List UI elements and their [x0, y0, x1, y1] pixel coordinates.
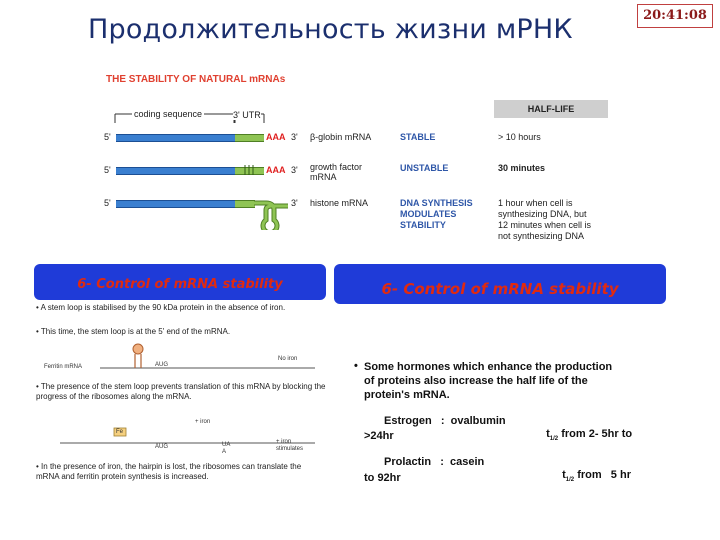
right-banner: 6- Control of mRNA stability	[334, 264, 666, 304]
gene-name: β-globin mRNA	[310, 132, 372, 142]
bullet-icon: •	[354, 360, 358, 372]
bullet-icon: •	[36, 382, 39, 391]
prolactin-end-value: to 92hr	[364, 472, 401, 484]
prolactin-range: from 5 hr	[574, 469, 631, 481]
half-life-value: 30 minutes	[498, 163, 546, 173]
three-prime-label: 3'	[291, 165, 298, 175]
estrogen-range: from 2- 5hr to	[558, 428, 633, 440]
three-prime-label: 3'	[291, 132, 298, 142]
polya-tail: AAA	[266, 132, 286, 142]
page-title: Продолжительность жизни мРНК	[88, 14, 573, 45]
ferritin-label: Ferritin mRNA	[44, 364, 83, 370]
stop-codon-label: A	[222, 449, 227, 455]
coding-sequence-label: coding sequence	[134, 109, 203, 119]
estrogen-end-value: >24hr	[364, 430, 394, 442]
five-prime-label: 5'	[104, 132, 111, 142]
prolactin-label: Prolactin : casein	[384, 456, 485, 468]
iron-stimulates-label: stimulates	[276, 446, 304, 452]
five-prime-label: 5'	[104, 165, 111, 175]
au-rich-marks	[242, 165, 258, 175]
t-half-subscript: 1/2	[549, 436, 559, 443]
bullet-item	[36, 462, 326, 482]
bullet-icon: •	[36, 327, 39, 336]
stop-codon-label: UA	[222, 442, 231, 448]
utr-label: 3' UTR	[233, 110, 261, 120]
aug-label: AUG	[155, 444, 169, 450]
estrogen-label: Estrogen : ovalbumin	[384, 415, 506, 427]
gene-name-line: growth factor	[310, 162, 363, 172]
half-life-value: > 10 hours	[498, 132, 541, 142]
t-half-symbol: t	[546, 428, 550, 440]
bullet-line: of proteins also increase the half life of the	[364, 375, 588, 387]
left-banner: 6- Control of mRNA stability	[34, 264, 326, 300]
no-iron-label: No iron	[278, 356, 298, 362]
half-life-line: synthesizing DNA, but	[498, 209, 587, 219]
five-prime-label: 5'	[104, 198, 111, 208]
bullet-text: In the presence of iron, the hairpin is lost, the ribosomes can translate the mRNA and ferritin protein synthesis is increased.	[36, 462, 302, 481]
stability-value: STABLE	[400, 132, 436, 142]
clock-display: 20:41:08	[637, 4, 713, 28]
fe-label: Fe	[116, 429, 124, 435]
coding-bar	[116, 200, 235, 208]
stability-line: STABILITY	[400, 220, 446, 230]
bullet-item	[36, 303, 326, 313]
half-life-line: not synthesizing DNA	[498, 231, 585, 241]
gene-name: histone mRNA	[310, 198, 369, 208]
stability-line: DNA SYNTHESIS	[400, 198, 473, 208]
iron-stimulates-label: + iron	[276, 439, 292, 445]
bullet-icon: •	[36, 303, 39, 312]
polya-tail: AAA	[266, 165, 286, 175]
half-life-line: 1 hour when cell is	[498, 198, 573, 208]
bullet-line: protein's mRNA.	[364, 389, 450, 401]
bullet-item	[36, 327, 326, 337]
bullet-text: This time, the stem loop is at the 5' end of the mRNA.	[40, 327, 231, 336]
bullet-text: A stem loop is stabilised by the 90 kDa protein in the absence of iron.	[40, 303, 286, 312]
utr-bar	[235, 134, 264, 142]
t-half-symbol: t	[562, 469, 566, 481]
half-life-line: 12 minutes when cell is	[498, 220, 592, 230]
stability-value: UNSTABLE	[400, 163, 449, 173]
bullet-line: Some hormones which enhance the production	[364, 361, 613, 373]
gene-name-line: mRNA	[310, 172, 337, 182]
t-half-subscript: 1/2	[565, 477, 575, 484]
three-prime-label: 3'	[291, 198, 298, 208]
stability-line: MODULATES	[400, 209, 457, 219]
bullet-item	[36, 382, 326, 402]
half-life-header: HALF-LIFE	[494, 100, 608, 118]
prolactin-half-life	[556, 456, 631, 487]
estrogen-half-life	[540, 415, 632, 446]
bullet-icon: •	[36, 462, 39, 471]
bullet-text: The presence of the stem loop prevents translation of this mRNA by blocking the progress of the ribosomes along the mRNA.	[36, 382, 326, 401]
aug-label: AUG	[155, 362, 169, 368]
plus-iron-label: + iron	[195, 419, 211, 425]
figure-title: THE STABILITY OF NATURAL mRNAs	[106, 74, 286, 85]
coding-bar	[116, 167, 235, 175]
stem-loop-icon	[252, 194, 292, 230]
coding-bar	[116, 134, 235, 142]
